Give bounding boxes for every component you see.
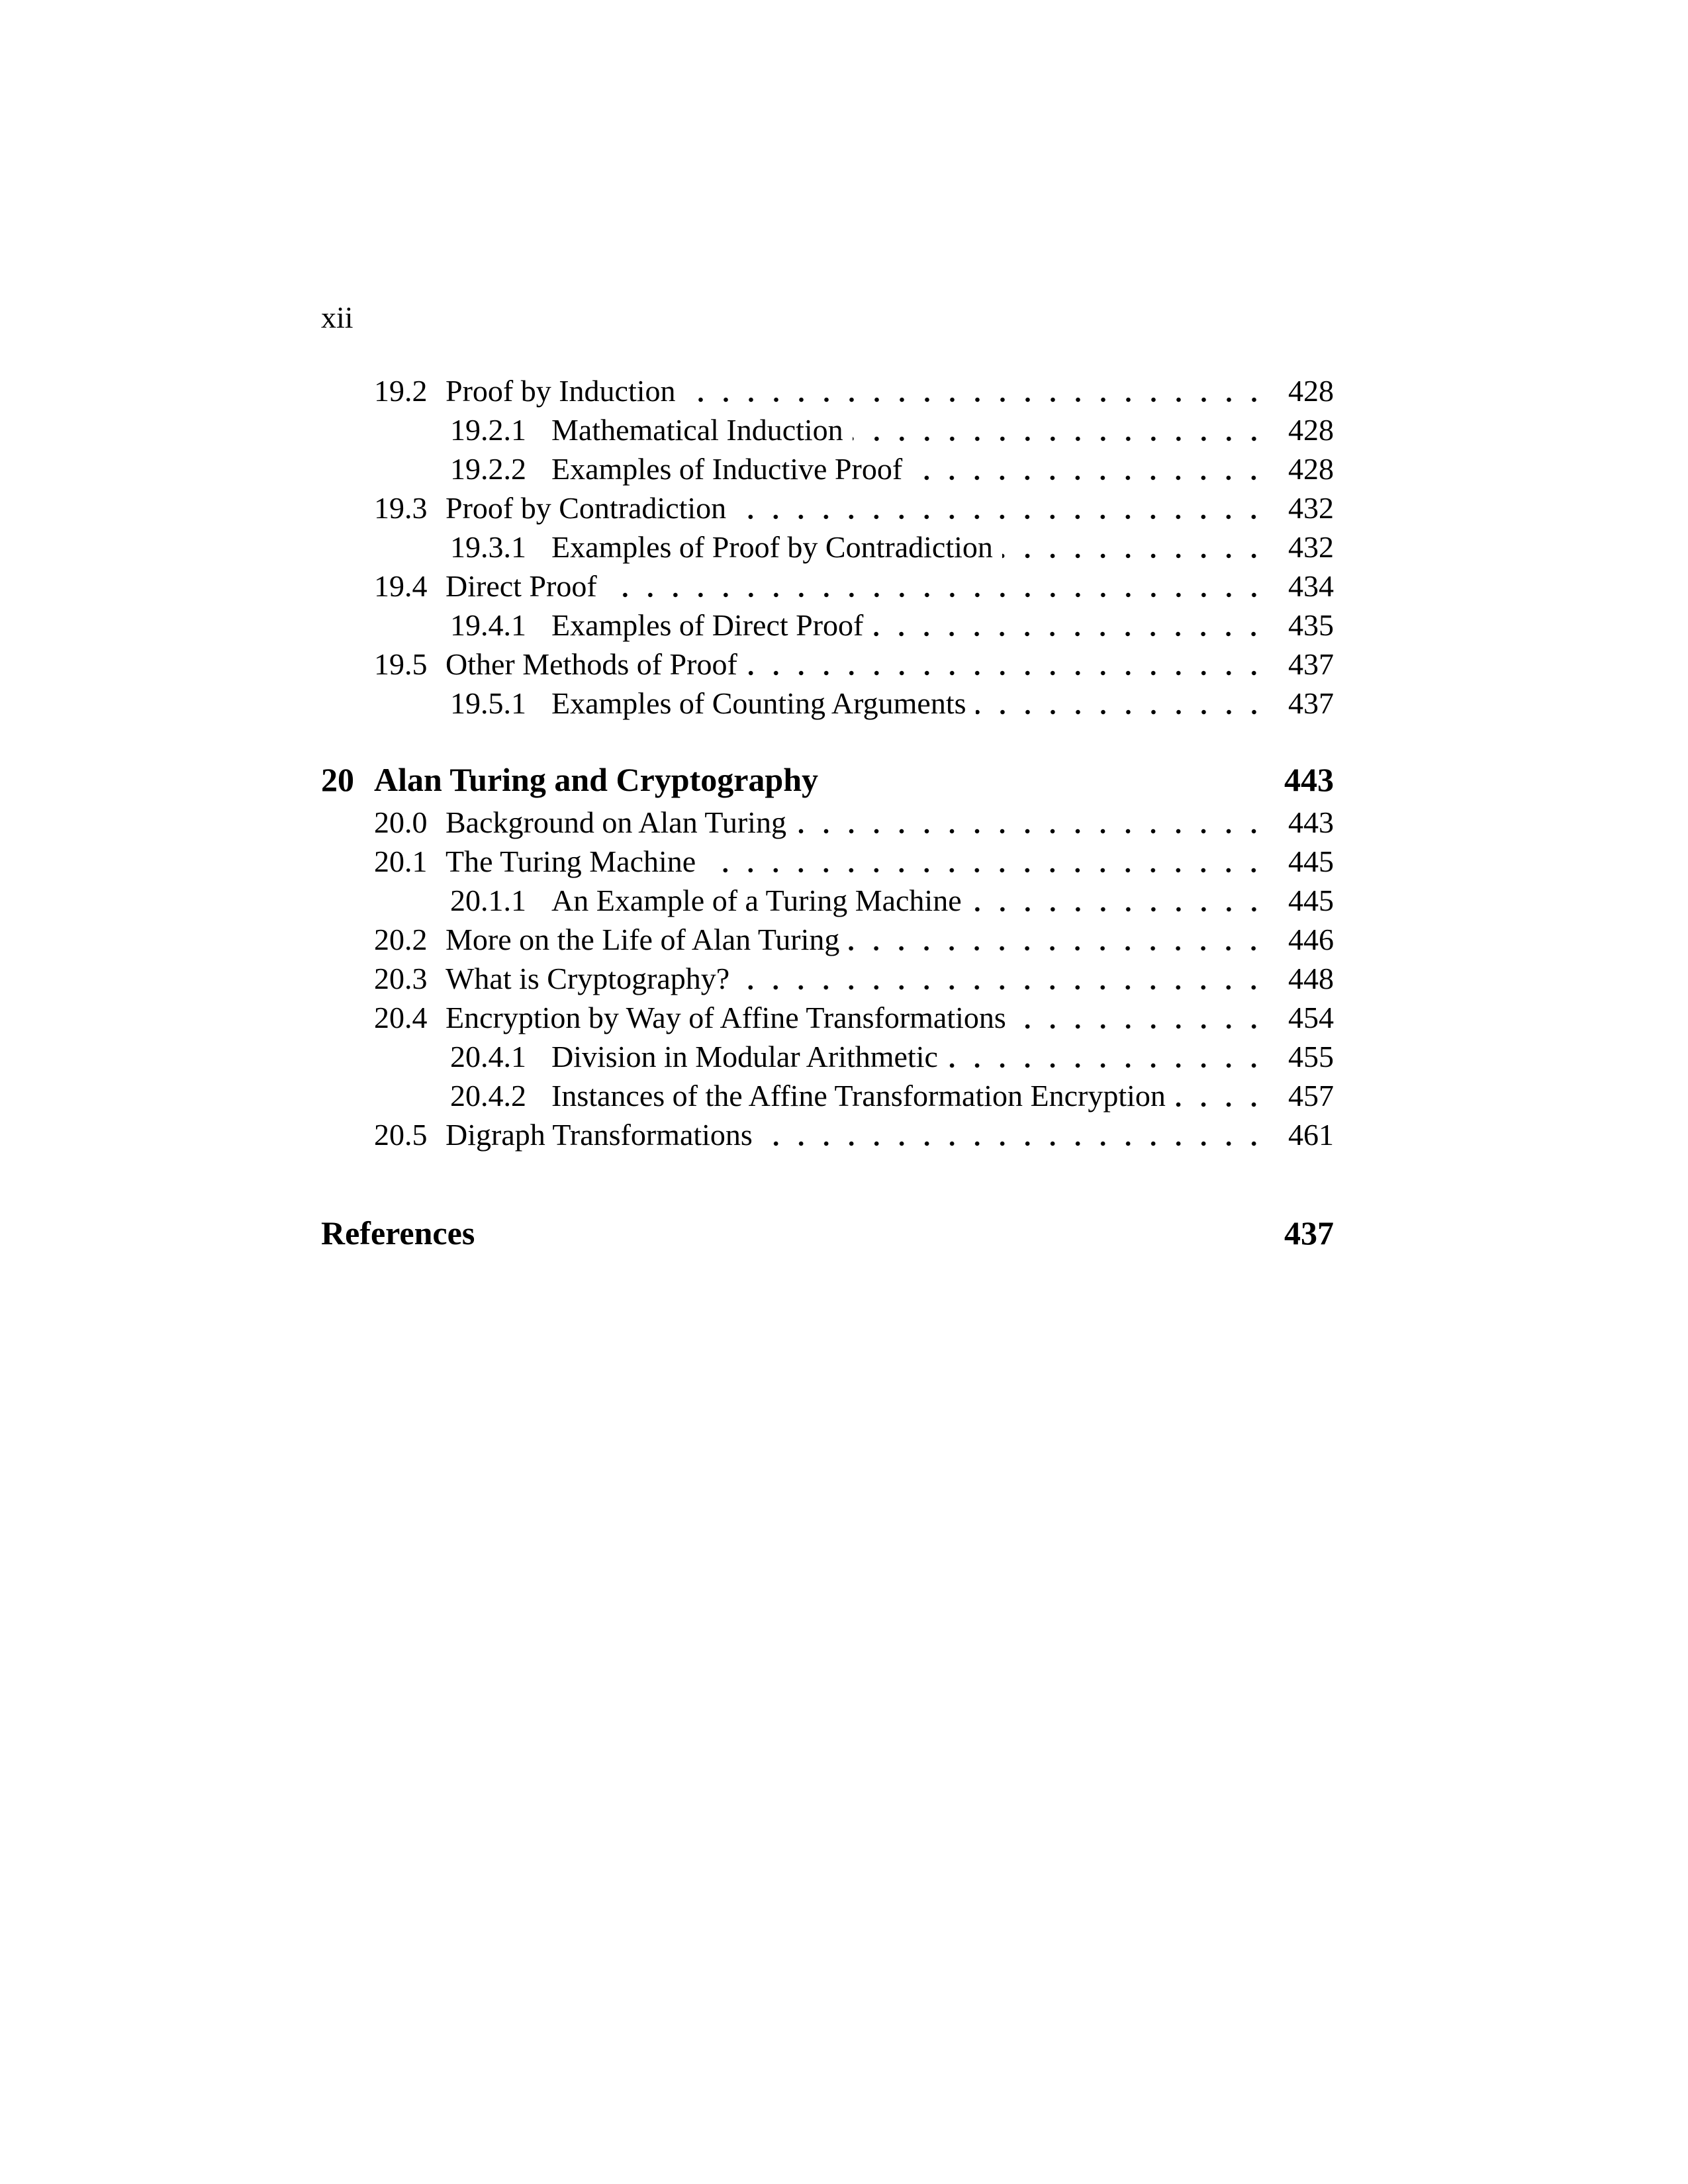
toc-entry[interactable] <box>321 449 1334 488</box>
chapter20-entries <box>321 803 1334 1154</box>
toc-entry[interactable] <box>321 1076 1334 1115</box>
dot-leader <box>705 842 1266 881</box>
dot-leader <box>912 449 1266 488</box>
dot-leader <box>796 803 1266 842</box>
toc-entry[interactable] <box>321 684 1334 723</box>
toc-entry-number: 20.2 <box>374 923 428 956</box>
page-number-roman: xii <box>321 300 353 334</box>
toc-entry-page: 445 <box>1288 884 1334 917</box>
dot-leader <box>853 410 1266 449</box>
toc-entry-title: Other Methods of Proof <box>445 647 737 681</box>
toc-entry-number: 19.2.2 <box>450 452 526 486</box>
dot-leader <box>762 1115 1266 1154</box>
toc-chapter-entry[interactable] <box>321 762 1334 797</box>
dot-leader <box>739 959 1266 998</box>
toc-entry-title: Examples of Direct Proof <box>551 608 864 642</box>
toc-entry-title: Proof by Contradiction <box>445 491 727 525</box>
dot-leader <box>947 1037 1266 1076</box>
toc-entry-title: Mathematical Induction <box>551 413 843 447</box>
toc-entry-title: Instances of the Affine Transformation Encryption <box>551 1079 1166 1113</box>
toc-entry-number: 20.1.1 <box>450 884 526 917</box>
dot-leader <box>976 684 1266 723</box>
toc-entry-page: 461 <box>1288 1118 1334 1152</box>
page-header <box>321 298 1334 337</box>
toc-entry-title: Division in Modular Arithmetic <box>551 1040 938 1073</box>
dot-leader <box>1175 1076 1266 1115</box>
toc-entry[interactable] <box>321 959 1334 998</box>
toc-entry-page: 445 <box>1288 844 1334 878</box>
toc-references-entry[interactable] <box>321 1215 1334 1251</box>
toc-entry-number: 19.3.1 <box>450 530 526 564</box>
toc-entry-page: 432 <box>1288 491 1334 525</box>
toc-entry[interactable] <box>321 606 1334 645</box>
toc-entry-page: 448 <box>1288 962 1334 995</box>
toc-entry[interactable] <box>321 998 1334 1037</box>
toc-entry-page: 428 <box>1288 413 1334 447</box>
toc-entry-number: 19.2.1 <box>450 413 526 447</box>
dot-leader <box>971 881 1266 920</box>
toc-entry-number: 19.4 <box>374 569 428 603</box>
toc-entry-title: Digraph Transformations <box>445 1118 753 1152</box>
dot-leader <box>685 371 1266 410</box>
dot-leader <box>849 920 1266 959</box>
chapter20-section <box>321 762 1334 1154</box>
toc-entry-number: 20.0 <box>374 805 428 839</box>
references-section <box>321 1215 1334 1251</box>
toc-entry[interactable] <box>321 842 1334 881</box>
toc-entry-page: 437 <box>1288 686 1334 720</box>
chapter19-entries <box>321 371 1334 723</box>
toc-entry-number: 19.5 <box>374 647 428 681</box>
toc-entry[interactable] <box>321 567 1334 606</box>
toc-entry-title: Direct Proof <box>445 569 597 603</box>
toc-entry[interactable] <box>321 410 1334 449</box>
dot-leader <box>872 606 1266 645</box>
dot-leader <box>747 645 1266 684</box>
toc-entry-page: 457 <box>1288 1079 1334 1113</box>
toc-entry-page: 443 <box>1288 805 1334 839</box>
toc-entry-title: More on the Life of Alan Turing <box>445 923 840 956</box>
toc-entry-title: An Example of a Turing Machine <box>551 884 962 917</box>
toc-entry[interactable] <box>321 527 1334 567</box>
toc-entry-page: 437 <box>1288 647 1334 681</box>
toc-entry-number: 20.3 <box>374 962 428 995</box>
dot-leader <box>735 488 1266 527</box>
dot-leader <box>606 567 1266 606</box>
toc-entry[interactable] <box>321 488 1334 527</box>
toc-entry[interactable] <box>321 1115 1334 1154</box>
toc-entry-number: 19.4.1 <box>450 608 526 642</box>
toc-entry-title: What is Cryptography? <box>445 962 730 995</box>
references-title: References <box>321 1214 475 1251</box>
chapter-number: 20 <box>321 761 354 798</box>
toc-entry-number: 19.3 <box>374 491 428 525</box>
toc-entry-title: The Turing Machine <box>445 844 696 878</box>
toc-entry-page: 435 <box>1288 608 1334 642</box>
toc-entry-page: 432 <box>1288 530 1334 564</box>
chapter-page: 443 <box>1284 761 1334 798</box>
toc-entry-number: 20.4.1 <box>450 1040 526 1073</box>
toc-entry[interactable] <box>321 920 1334 959</box>
chapter-title: Alan Turing and Cryptography <box>374 761 819 798</box>
toc-entry-number: 20.4 <box>374 1001 428 1034</box>
toc-entry-number: 20.5 <box>374 1118 428 1152</box>
toc-entry[interactable] <box>321 1037 1334 1076</box>
dot-leader <box>1002 527 1266 567</box>
toc-entry[interactable] <box>321 881 1334 920</box>
toc-entry-number: 20.1 <box>374 844 428 878</box>
toc-entry-page: 446 <box>1288 923 1334 956</box>
toc-entry-page: 455 <box>1288 1040 1334 1073</box>
dot-leader <box>1015 998 1266 1037</box>
toc-entry-title: Encryption by Way of Affine Transformations <box>445 1001 1006 1034</box>
toc-entry[interactable] <box>321 803 1334 842</box>
toc-entry-title: Proof by Induction <box>445 374 676 408</box>
toc-entry-page: 454 <box>1288 1001 1334 1034</box>
toc-entry-title: Examples of Counting Arguments <box>551 686 966 720</box>
toc-entry-title: Background on Alan Turing <box>445 805 786 839</box>
toc-entry[interactable] <box>321 645 1334 684</box>
toc-entry-title: Examples of Inductive Proof <box>551 452 903 486</box>
toc-entry-title: Examples of Proof by Contradiction <box>551 530 993 564</box>
toc-entry-number: 19.2 <box>374 374 428 408</box>
toc-entry-page: 428 <box>1288 374 1334 408</box>
toc-entry-number: 20.4.2 <box>450 1079 526 1113</box>
toc-entry[interactable] <box>321 371 1334 410</box>
references-page: 437 <box>1284 1214 1334 1251</box>
toc-entry-page: 434 <box>1288 569 1334 603</box>
toc-entry-number: 19.5.1 <box>450 686 526 720</box>
toc-entry-page: 428 <box>1288 452 1334 486</box>
